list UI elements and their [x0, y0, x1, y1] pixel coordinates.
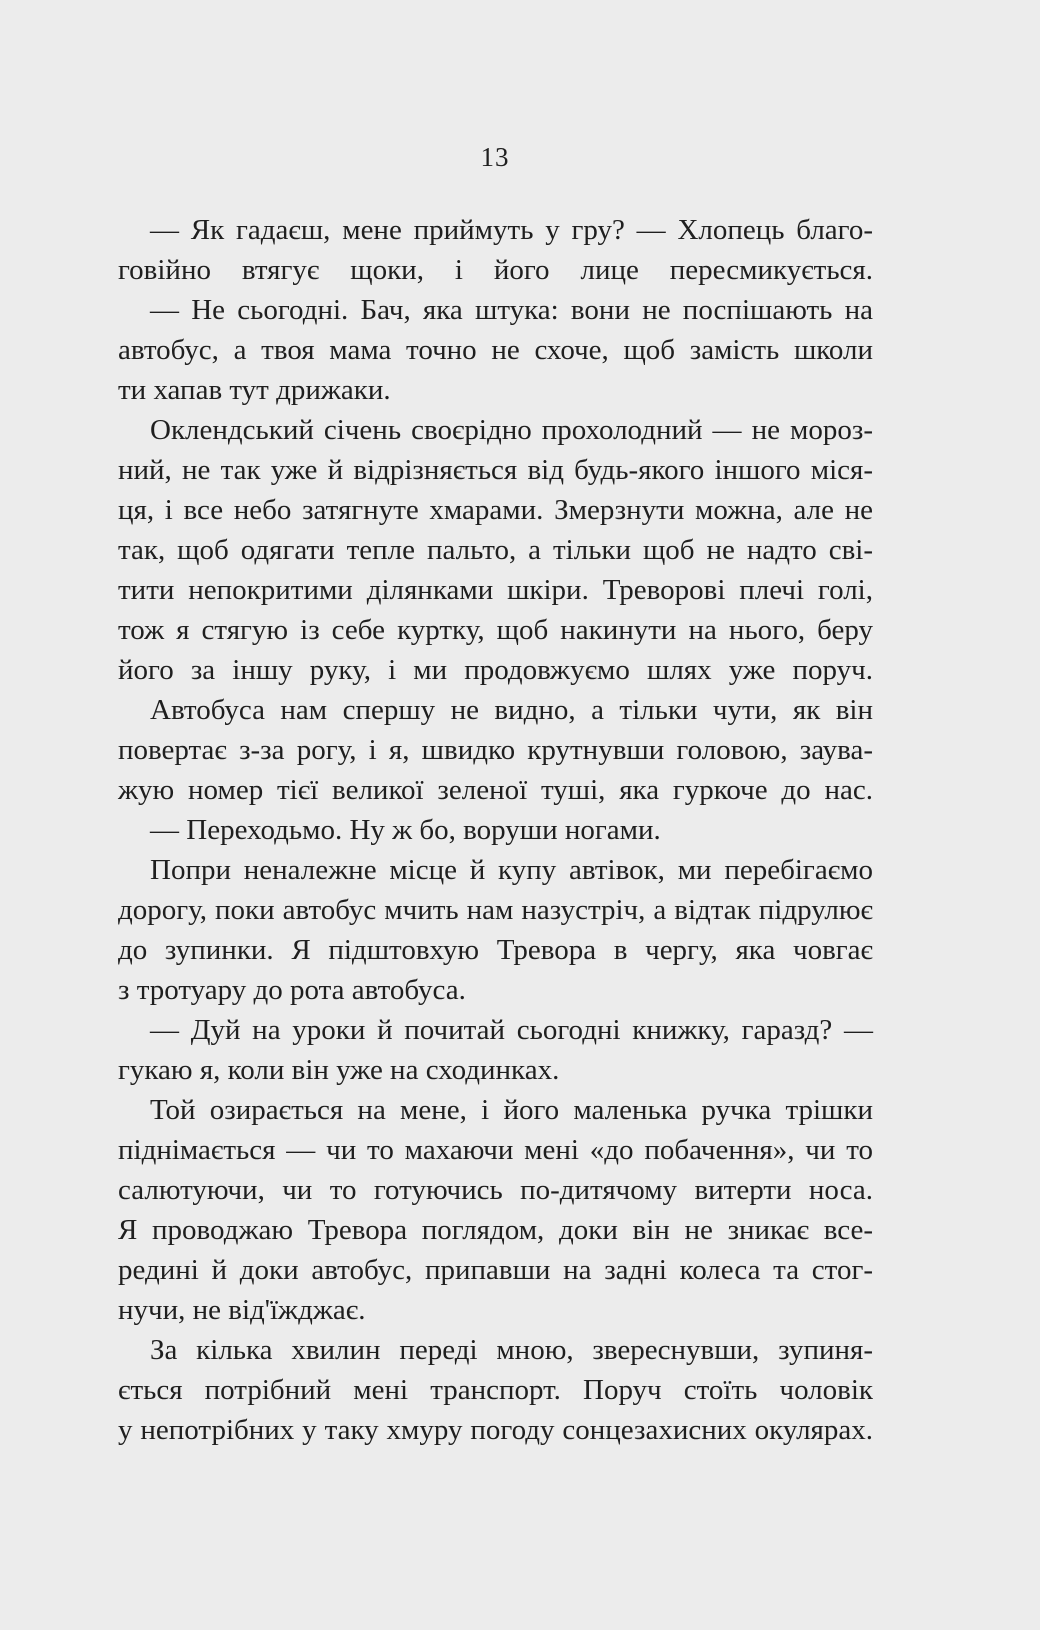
text-line: За кілька хвилин переді мною, зверeснувши, зупиня-	[150, 1334, 873, 1366]
text-line: — Переходьмо. Ну ж бо, воруши ногами.	[150, 814, 661, 846]
text-line: повертає з-за рогу, і я, швидко крутнувши головою, заува-	[118, 734, 873, 766]
text-line: — Не сьогодні. Бач, яка штука: вони не поспішають на	[150, 294, 873, 326]
text-line: жую номер тієї великої зеленої туші, яка гуркоче до нас.	[118, 774, 873, 806]
text-line: дорогу, поки автобус мчить нам назустріч, а відтак підрулює	[118, 894, 873, 926]
text-line: у непотрібних у таку хмуру погоду сонцезахисних окулярах.	[118, 1414, 873, 1446]
text-line: Оклендський січень своєрідно прохолодний — не мороз-	[150, 414, 873, 446]
text-line: — Дуй на уроки й почитай сьогодні книжку, гаразд? —	[150, 1014, 873, 1046]
page-number: 13	[480, 142, 510, 172]
text-line: салютуючи, чи то готуючись по-дитячому витерти носа.	[118, 1174, 873, 1206]
text-line: гукаю я, коли він уже на сходинках.	[118, 1054, 560, 1086]
text-line: з тротуару до рота автобуса.	[118, 974, 466, 1006]
text-line: Автобуса нам спершу не видно, а тільки чути, як він	[150, 694, 873, 726]
text-line: ний, не так уже й відрізняється від будь-якого іншого міся-	[118, 454, 873, 486]
text-line: тож я стягую із себе куртку, щоб накинути на нього, беру	[118, 614, 873, 646]
text-line: говійно втягує щоки, і його лице пересмикується.	[118, 254, 873, 286]
text-line: ця, і все небо затягнуте хмарами. Змерзнути можна, але не	[118, 494, 873, 526]
text-line: редині й доки автобус, припавши на задні колеса та стог-	[118, 1254, 873, 1286]
text-line: автобус, а твоя мама точно не схоче, щоб замість школи	[118, 334, 873, 366]
text-line: піднімається — чи то махаючи мені «до побачення», чи то	[118, 1134, 873, 1166]
text-line: так, щоб одягати тепле пальто, а тільки щоб не надто сві-	[118, 534, 873, 566]
text-line: Попри неналежне місце й купу автівок, ми перебігаємо	[150, 854, 873, 886]
body-text	[118, 210, 873, 1450]
text-line: Той озирається на мене, і його маленька ручка трішки	[150, 1094, 873, 1126]
text-line: ється потрібний мені транспорт. Поруч стоїть чоловік	[118, 1374, 873, 1406]
text-line: — Як гадаєш, мене приймуть у гру? — Хлопець благо-	[150, 214, 873, 246]
text-line: тити непокритими ділянками шкіри. Треворові плечі голі,	[118, 574, 873, 606]
text-line: його за іншу руку, і ми продовжуємо шлях уже поруч.	[118, 654, 873, 686]
text-line: нучи, не від'їжджає.	[118, 1294, 366, 1326]
text-line: до зупинки. Я підштовхую Тревора в чергу, яка човгає	[118, 934, 873, 966]
text-line: ти хапав тут дрижаки.	[118, 374, 391, 406]
text-line: Я проводжаю Тревора поглядом, доки він не зникає все-	[118, 1214, 873, 1246]
